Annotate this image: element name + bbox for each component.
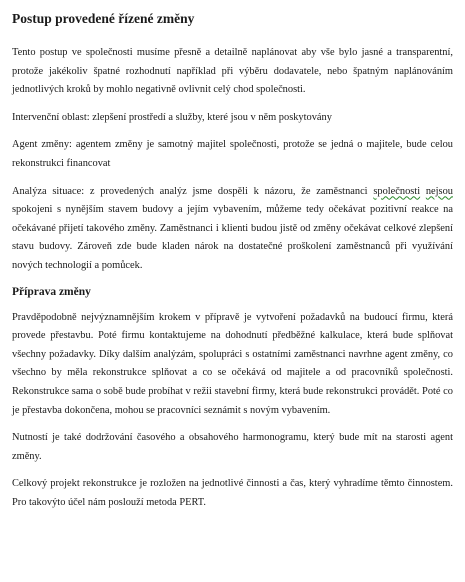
spellcheck-flagged-word[interactable]: společnosti [373,185,421,197]
situation-analysis-paragraph [12,183,453,276]
project-paragraph: Celkový projekt rekonstrukce je rozložen na jednotlivé činnosti a čas, který vyhradíme těmto činnostem. Pro takovýto účel nám poslouží metoda PERT. [12,478,453,508]
preparation-paragraph: Pravděpodobně nejvýznamnějším krokem v přípravě je vytvoření požadavků na budoucí firmu, která provede přestavbu. Poté firmu kontaktujeme na dohodnutí předběžné kalkulace, která bude splňovat všechny požadavky. Díky dalším analýzám, spolupráci s ostatními zaměstnanci navrhne agent změny, co všechno by měla rekonstrukce splňovat a co se očekává od majitele a od pracovníků společnosti. Rekonstrukce sama o sobě bude probíhat v režii stavební firmy, která bude rekonstrukci provádět. Poté co je přestavba dokončena, mohou se pracovníci seznámit s novým vybavením. [12,311,453,416]
analysis-text-start: Analýza situace: z provedených analýz jsme dospěli k názoru, že zaměstnanci [12,185,374,197]
intro-paragraph: Tento postup ve společnosti musíme přesně a detailně naplánovat aby vše bylo jasné a transparentní, protože jakékoliv špatné rozhodnutí například při výběru dodavatele, nebo špatným naplánováním jednotlivých kroků by mohlo negativně ovlivnit celý chod společnosti. [12,47,453,96]
analysis-text-end: spokojeni s nynějším stavem budovy a jejím vybavením, můžeme tedy očekávat pozitivní reakce na očekávané přijetí takového změny. Zaměstnanci i klienti budou jistě od změny očekávat celkové zlepšení stavu budovy. Zároveň zde bude kladen nárok na dostatečné proškolení zaměstnanců při využívání nových technologií a pomůcek. [12,204,453,271]
schedule-paragraph: Nutností je také dodržování časového a obsahového harmonogramu, který bude mít na starosti agent změny. [12,432,453,462]
document-title: Postup provedené řízené změny [12,11,195,26]
spellcheck-flagged-word[interactable]: nejsou [425,185,453,197]
intervention-area-paragraph: Intervenční oblast: zlepšení prostředí a služby, které jsou v něm poskytovány [12,111,332,123]
preparation-heading: Příprava změny [12,285,91,298]
change-agent-paragraph: Agent změny: agentem změny je samotný majitel společnosti, protože se jedná o majitele, bude celou rekonstrukci financovat [12,139,453,169]
